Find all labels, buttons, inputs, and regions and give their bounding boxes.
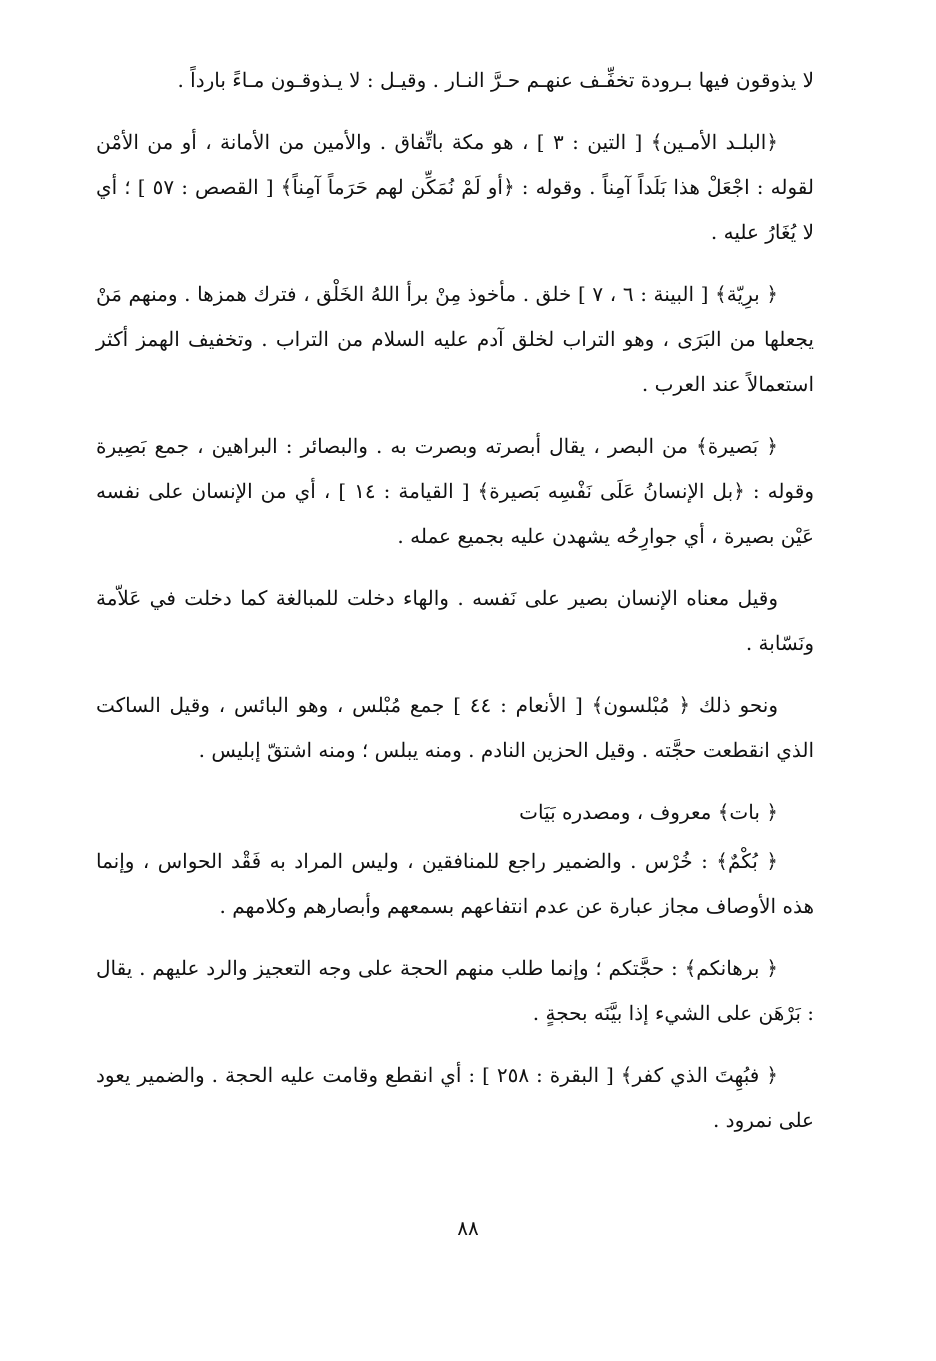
paragraph-basira-meaning: وقيل معناه الإنسان بصير على نَفسه . والهاء دخلت للمبالغة كما دخلت في عَلاّمة ونَسّابة . xyxy=(96,586,814,655)
paragraph-continuation: لا يذوقون فيها بـرودة تخفِّـف عنهـم حـرَّ النـار . وقيـل : لا يـذوقـون مـاءً بارداً . xyxy=(177,68,814,92)
paragraph-basira: ﴿ بَصيرة﴾ من البصر ، يقال أبصرته وبصرت به . والبصائر : البراهين ، جمع بَصِيرة وقوله : ﴿بل الإنسانُ عَلَى نَفْسِه بَصيرة﴾ [ القيامة : ١٤ ] ، أي من الإنسان على نفسه عَيْن بصيرة ، أي جوارِحُه يشهدن عليه بجميع عمله . xyxy=(96,434,814,548)
page-body xyxy=(96,58,814,1160)
paragraph-al-balad-al-amin: ﴿البلـد الأمـين﴾ [ التين : ٣ ] ، هو مكة باتِّفاق . والأمين من الأمانة ، أو من الأمْن لقوله : اجْعَلْ هذا بَلَداً آمِناً . وقوله : ﴿أو لَمْ نُمَكِّن لهم حَرَماً آمِناً﴾ [ القصص : ٥٧ ] ؛ أي لا يُغَارُ عليه . xyxy=(96,130,814,244)
paragraph-fabuhita: ﴿ فبُهِتَ الذي كفر﴾ [ البقرة : ٢٥٨ ] : أي انقطع وقامت عليه الحجة . والضمير يعود على نمرود . xyxy=(96,1063,814,1132)
paragraph-bukm: ﴿ بُكْمٌ﴾ : خُرْس . والضمير راجع للمنافقين ، وليس المراد به فَقْد الحواس ، وإنما هذه الأوصاف مجاز عبارة عن عدم انتفاعهم بسمعهم وأبصارهم وكلامهم . xyxy=(96,849,814,918)
page-number: ٨٨ xyxy=(457,1216,479,1240)
paragraph-bariyya: ﴿ برِيّة﴾ [ البينة : ٦ ، ٧ ] خلق . مأخوذ مِنْ برأ اللهُ الخَلْق ، فترك همزها . ومنهم مَنْ يجعلها من البَرَى ، وهو التراب لخلق آدم عليه السلام من التراب . وتخفيف الهمز أكثر استعمالاً عند العرب . xyxy=(96,282,814,396)
paragraph-mublisun: ونحو ذلك ﴿ مُبْلسون﴾ [ الأنعام : ٤٤ ] جمع مُبْلس ، وهو البائس ، وقيل الساكت الذي انقطعت حجَّته . وقيل الحزين النادم . ومنه يبلس ؛ ومنه اشتقّ إبليس . xyxy=(96,693,814,762)
paragraph-bata: ﴿ بات﴾ معروف ، ومصدره بَيَات xyxy=(519,800,778,824)
paragraph-burhanakum: ﴿ برهانكم﴾ : حجَّتكم ؛ وإنما طلب منهم الحجة على وجه التعجيز والرد عليهم . يقال : بَرْهَن على الشيء إذا بيَّنَه بحجةٍ . xyxy=(96,956,814,1025)
